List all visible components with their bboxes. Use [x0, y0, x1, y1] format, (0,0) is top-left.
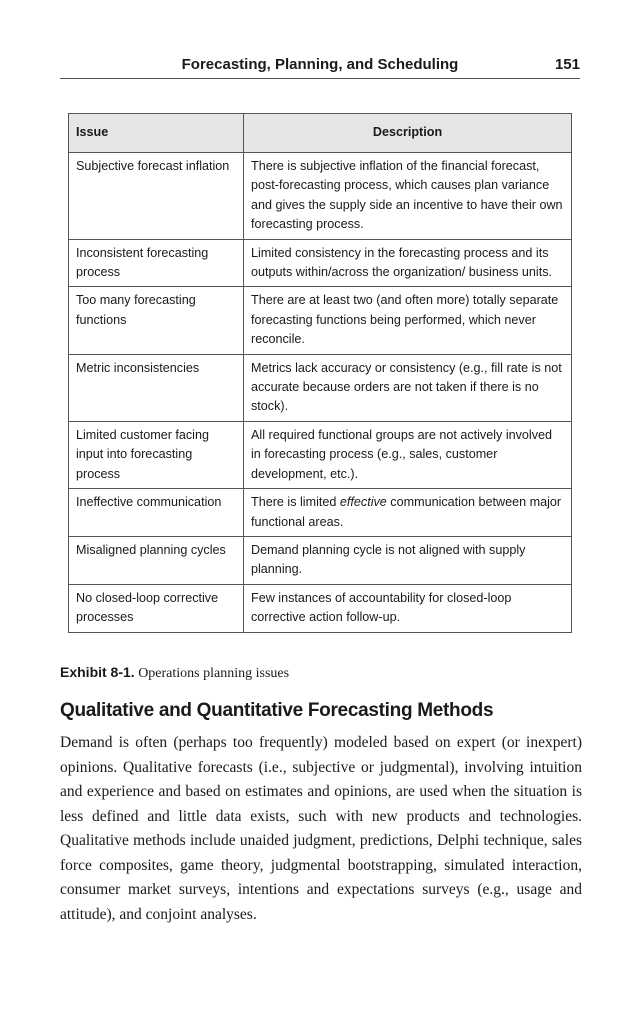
- exhibit-caption: [60, 664, 289, 682]
- description-cell: There are at least two (and often more) totally separate forecasting functions being performed, which never reconcile.: [244, 287, 572, 354]
- table-row: [69, 239, 572, 287]
- emphasized-word: effective: [339, 495, 387, 510]
- issue-cell: Misaligned planning cycles: [69, 536, 244, 584]
- table-row: [69, 354, 572, 421]
- issue-cell: Subjective forecast inflation: [69, 153, 244, 240]
- page-header: [60, 56, 580, 79]
- description-cell: All required functional groups are not actively involved in forecasting process (e.g., sales, customer development, etc.).: [244, 421, 572, 488]
- description-cell: Few instances of accountability for closed-loop corrective action follow-up.: [244, 584, 572, 632]
- issue-cell: Limited customer facing input into forecasting process: [69, 421, 244, 488]
- description-cell: [244, 489, 572, 537]
- body-paragraph: Demand is often (perhaps too frequently) modeled based on expert (or inexpert) opinions. Qualitative forecasts (i.e., subjective or judgmental), involving intuition and experience and based on estimates and opinions, are used when the situation is less defined and little data exists, such with new products and technologies. Qualitative methods include unaided judgment, predictions, Delphi technique, sales force composites, game theory, judgmental bootstrapping, simulated interaction, consumer market surveys, intentions and expectations surveys (e.g., usage and attitude), and conjoint analyses.: [60, 734, 582, 923]
- section-heading: Qualitative and Quantitative Forecasting Methods: [60, 700, 494, 721]
- table-row: [69, 287, 572, 354]
- page-number: 151: [554, 56, 580, 73]
- issue-cell: Too many forecasting functions: [69, 287, 244, 354]
- column-header-description: Description: [244, 114, 572, 153]
- table-row: [69, 489, 572, 537]
- table-row: [69, 536, 572, 584]
- running-title: Forecasting, Planning, and Scheduling: [181, 56, 459, 73]
- description-cell: Demand planning cycle is not aligned with supply planning.: [244, 536, 572, 584]
- table-row: [69, 153, 572, 240]
- table-header-row: [69, 114, 572, 153]
- description-cell: Limited consistency in the forecasting process and its outputs within/across the organization/ business units.: [244, 239, 572, 287]
- description-text: There is limited: [251, 495, 340, 510]
- exhibit-caption-text: Operations planning issues: [134, 666, 290, 681]
- issue-cell: Inconsistent forecasting process: [69, 239, 244, 287]
- issue-cell: Metric inconsistencies: [69, 354, 244, 421]
- operations-planning-issues-table: [68, 113, 572, 633]
- issue-cell: Ineffective communication: [69, 489, 244, 537]
- exhibit-label: Exhibit 8-1.: [60, 664, 135, 680]
- description-cell: There is subjective inflation of the financial forecast, post-forecasting process, which causes plan variance and gives the supply side an incentive to have their own forecasting process.: [244, 153, 572, 240]
- column-header-issue: Issue: [69, 114, 244, 153]
- table-row: [69, 584, 572, 632]
- issue-cell: No closed-loop corrective processes: [69, 584, 244, 632]
- description-cell: Metrics lack accuracy or consistency (e.g., fill rate is not accurate because orders are not taken if there is no stock).: [244, 354, 572, 421]
- description-text: communication between major functional areas.: [251, 495, 562, 529]
- table-row: [69, 421, 572, 488]
